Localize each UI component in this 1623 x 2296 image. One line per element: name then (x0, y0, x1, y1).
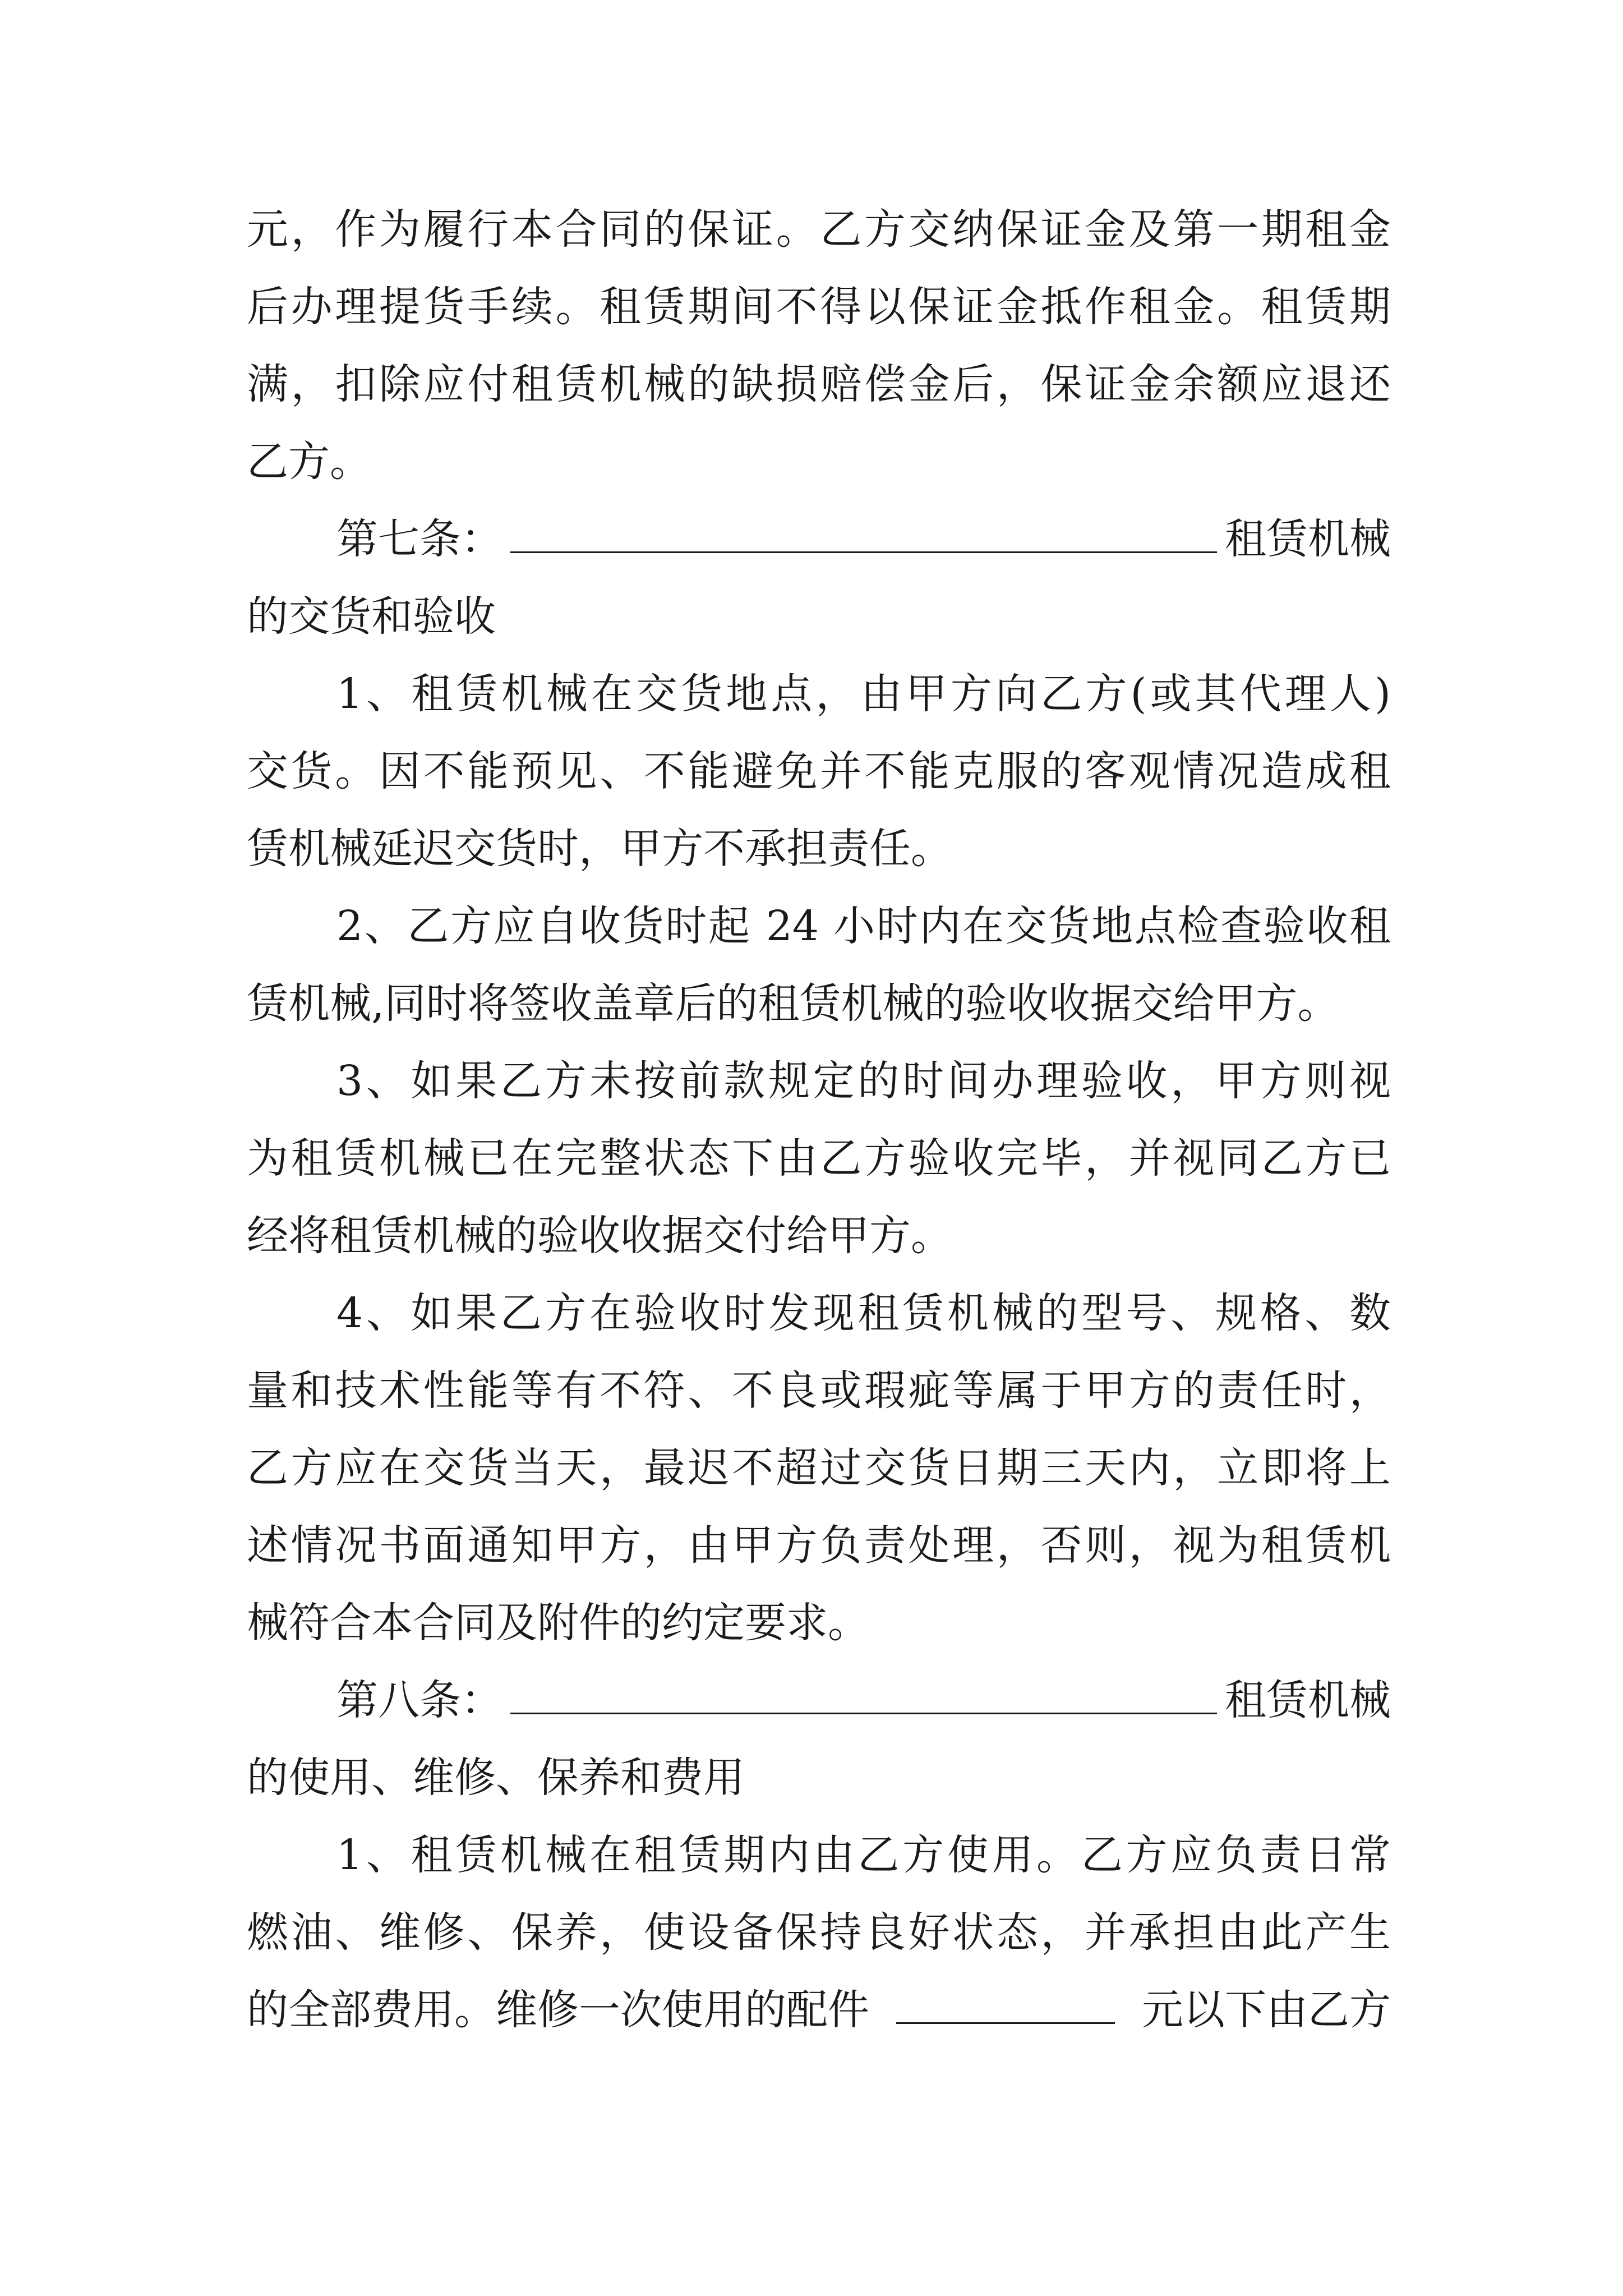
article-8-title: 的使用、维修、保养和费用 (247, 1754, 745, 1802)
text-line-with-blank (247, 1971, 1391, 2049)
article-8-label: 第八条： (336, 1676, 502, 1724)
text-line: 乙方。 (247, 438, 371, 486)
text-line: 后办理提货手续。租赁期间不得以保证金抵作租金。租赁期 (247, 283, 1391, 331)
article-7-heading (247, 500, 1391, 578)
text-line: 械符合本合同及附件的约定要求。 (247, 1599, 869, 1647)
text-line: 1、租赁机械在租赁期内由乙方使用。乙方应负责日常 (336, 1831, 1391, 1879)
text-line: 赁机械延迟交货时，甲方不承担责任。 (247, 825, 952, 873)
article-8-tail: 租赁机械 (1225, 1676, 1391, 1724)
text-line: 赁机械,同时将签收盖章后的租赁机械的验收收据交给甲方。 (247, 979, 1339, 1028)
article-7-label: 第七条： (336, 515, 502, 563)
text-line: 元，作为履行本合同的保证。乙方交纳保证金及第一期租金 (247, 205, 1391, 254)
text-line: 4、如果乙方在验收时发现租赁机械的型号、规格、数 (336, 1289, 1391, 1337)
text-line: 量和技术性能等有不符、不良或瑕疵等属于甲方的责任时， (247, 1366, 1391, 1415)
text-segment: 元以下由乙方 (1142, 1986, 1391, 2034)
document-page (247, 191, 1391, 2049)
article-8-heading (247, 1662, 1391, 1739)
text-line: 交货。因不能预见、不能避免并不能克服的客观情况造成租 (247, 747, 1391, 795)
text-line: 述情况书面通知甲方，由甲方负责处理，否则，视为租赁机 (247, 1521, 1391, 1570)
article-7-title: 的交货和验收 (247, 592, 496, 641)
text-line: 为租赁机械已在完整状态下由乙方验收完毕，并视同乙方已 (247, 1134, 1391, 1182)
fill-in-blank[interactable] (510, 512, 1217, 553)
fill-in-blank[interactable] (510, 1673, 1217, 1714)
text-line: 满，扣除应付租赁机械的缺损赔偿金后，保证金余额应退还 (247, 360, 1391, 408)
text-line: 2、乙方应自收货时起 24 小时内在交货地点检查验收租 (336, 902, 1391, 950)
text-line: 乙方应在交货当天，最迟不超过交货日期三天内，立即将上 (247, 1444, 1391, 1492)
text-line: 燃油、维修、保养，使设备保持良好状态，并承担由此产生 (247, 1908, 1391, 1957)
text-segment: 的全部费用。维修一次使用的配件 (247, 1986, 869, 2034)
text-line: 经将租赁机械的验收收据交付给甲方。 (247, 1212, 952, 1260)
article-7-tail: 租赁机械 (1225, 515, 1391, 563)
fill-in-blank[interactable] (896, 1983, 1115, 2024)
text-line: 3、如果乙方未按前款规定的时间办理验收，甲方则视 (336, 1057, 1391, 1105)
text-line: 1、租赁机械在交货地点，由甲方向乙方(或其代理人) (336, 670, 1391, 718)
